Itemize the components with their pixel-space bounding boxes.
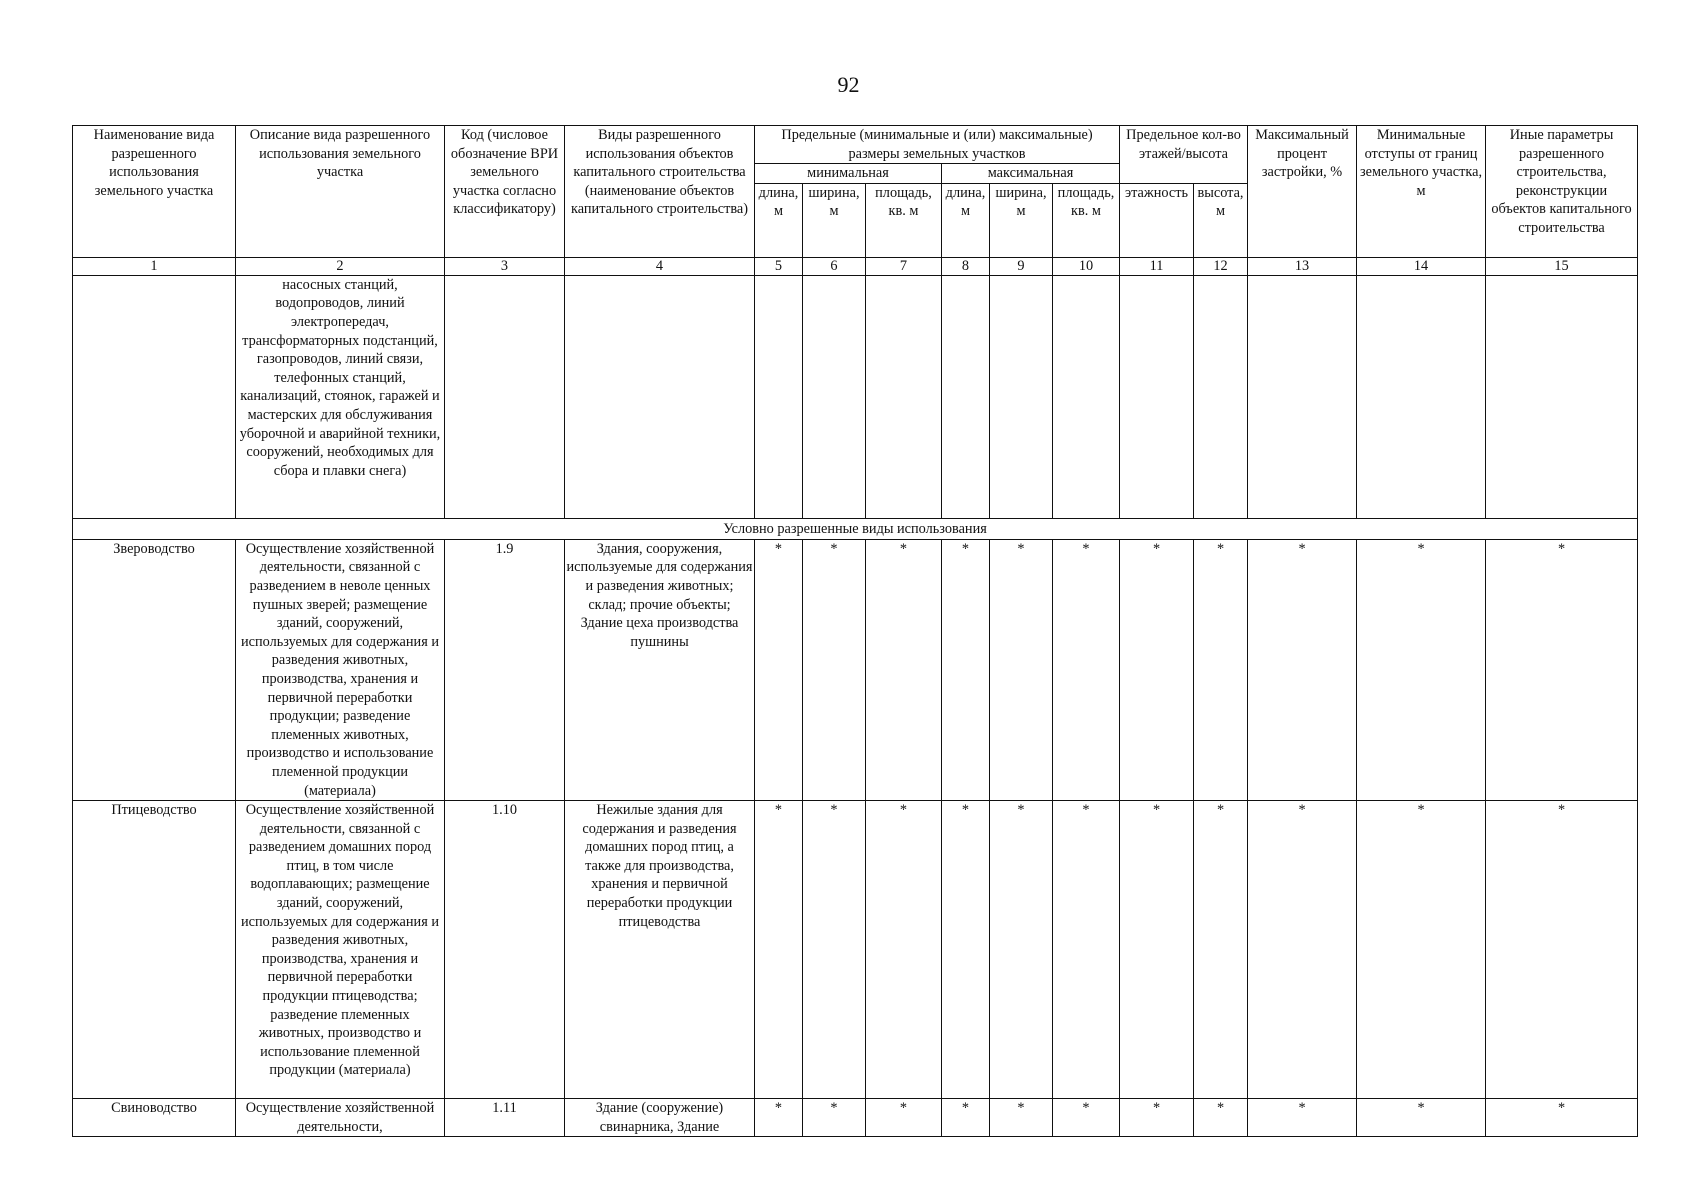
header-name: Наименование вида разрешенного использования земельного участка [73, 126, 236, 258]
header-max-percent: Максимальный процент застройки, % [1248, 126, 1357, 258]
header-max-area: площадь, кв. м [1053, 183, 1120, 257]
row-value: * [1486, 539, 1638, 800]
column-number: 13 [1248, 257, 1357, 275]
column-number: 4 [565, 257, 755, 275]
row-code: 1.11 [445, 1099, 565, 1137]
column-number: 9 [990, 257, 1053, 275]
header-height: высота, м [1194, 183, 1248, 257]
land-use-table [72, 125, 1638, 1137]
row-value: * [942, 1099, 990, 1137]
header-objects: Виды разрешенного использования объектов капитального строительства (наименование объектов капитального строительства) [565, 126, 755, 258]
table-cell [445, 275, 565, 518]
row-value: * [1053, 801, 1120, 1099]
column-number: 14 [1357, 257, 1486, 275]
row-value: * [755, 539, 803, 800]
table-cell [1486, 275, 1638, 518]
row-value: * [990, 1099, 1053, 1137]
row-value: * [990, 801, 1053, 1099]
row-value: * [1053, 1099, 1120, 1137]
row-value: * [866, 539, 942, 800]
table-cell [565, 275, 755, 518]
table-cell [73, 275, 236, 518]
table-cell [1248, 275, 1357, 518]
column-number: 6 [803, 257, 866, 275]
row-description: Осуществление хозяйственной деятельности, связанной с разведением в неволе ценных пушных зверей; размещение зданий, сооружений, используемых для содержания и разведения животных, производства, хранения и первичной переработки продукции; разведение племенных животных, производство и использование племенной продукции (материала) [236, 539, 445, 800]
row-description: Осуществление хозяйственной деятельности, связанной с разведением домашних пород птиц, в том числе водоплавающих; размещение зданий, сооружений, используемых для содержания и разведения животных, производства, хранения и первичной переработки продукции птицеводства; разведение племенных животных, производство и использование племенной продукции (материала) [236, 801, 445, 1099]
column-number: 11 [1120, 257, 1194, 275]
row-value: * [755, 801, 803, 1099]
row-description: Осуществление хозяйственной деятельности, [236, 1099, 445, 1137]
row-value: * [1357, 801, 1486, 1099]
row-code: 1.10 [445, 801, 565, 1099]
column-number: 1 [73, 257, 236, 275]
row-value: * [1194, 801, 1248, 1099]
row-value: * [803, 801, 866, 1099]
row-value: * [803, 539, 866, 800]
table-row [73, 801, 1638, 1099]
row-value: * [1357, 539, 1486, 800]
column-number: 12 [1194, 257, 1248, 275]
header-maximum: максимальная [942, 164, 1120, 184]
row-objects: Здание (сооружение) свинарника, Здание [565, 1099, 755, 1137]
table-cell [1194, 275, 1248, 518]
row-value: * [942, 539, 990, 800]
row-value: * [1194, 1099, 1248, 1137]
column-number: 8 [942, 257, 990, 275]
page-number: 92 [837, 72, 860, 97]
column-number: 3 [445, 257, 565, 275]
row-value: * [1486, 1099, 1638, 1137]
table-cell [990, 275, 1053, 518]
row-name: Звероводство [73, 539, 236, 800]
row-value: * [866, 801, 942, 1099]
row-value: * [990, 539, 1053, 800]
header-plot-sizes: Предельные (минимальные и (или) максимальные) размеры земельных участков [755, 126, 1120, 164]
table-cell [942, 275, 990, 518]
row-value: * [755, 1099, 803, 1137]
table-cell [803, 275, 866, 518]
header-floors: этажность [1120, 183, 1194, 257]
row-value: * [1486, 801, 1638, 1099]
column-number: 2 [236, 257, 445, 275]
row-value: * [1248, 801, 1357, 1099]
row-objects: Здания, сооружения, используемые для содержания и разведения животных; склад; прочие объекты; Здание цеха производства пушнины [565, 539, 755, 800]
header-row-1 [73, 126, 1638, 164]
header-minimum: минимальная [755, 164, 942, 184]
row-value: * [1194, 539, 1248, 800]
table-cell [1120, 275, 1194, 518]
table-row [73, 539, 1638, 800]
row-value: * [866, 1099, 942, 1137]
row-value: * [1357, 1099, 1486, 1137]
column-number: 10 [1053, 257, 1120, 275]
column-number: 7 [866, 257, 942, 275]
section-title: Условно разрешенные виды использования [73, 518, 1638, 539]
row-value: * [1053, 539, 1120, 800]
column-number-row [73, 257, 1638, 275]
row-objects: Нежилые здания для содержания и разведения домашних пород птиц, а также для производства, хранения и первичной переработки продукции птицеводства [565, 801, 755, 1099]
header-other-params: Иные параметры разрешенного строительства, реконструкции объектов капитального строительства [1486, 126, 1638, 258]
row-value: * [803, 1099, 866, 1137]
table-cell [1053, 275, 1120, 518]
row-name: Свиноводство [73, 1099, 236, 1137]
row-code: 1.9 [445, 539, 565, 800]
continuation-row [73, 275, 1638, 518]
row-value: * [1120, 801, 1194, 1099]
header-max-width: ширина, м [990, 183, 1053, 257]
header-code: Код (числовое обозначение ВРИ земельного участка согласно классификатору) [445, 126, 565, 258]
row-value: * [1248, 539, 1357, 800]
header-min-width: ширина, м [803, 183, 866, 257]
row-value: * [1120, 1099, 1194, 1137]
continuation-description: насосных станций, водопроводов, линий электропередач, трансформаторных подстанций, газопроводов, линий связи, телефонных станций, канализаций, стоянок, гаражей и мастерских для обслуживания уборочной и аварийной техники, сооружений, необходимых для сбора и плавки снега) [236, 275, 445, 518]
column-number: 15 [1486, 257, 1638, 275]
row-value: * [1248, 1099, 1357, 1137]
row-value: * [942, 801, 990, 1099]
table-row [73, 1099, 1638, 1137]
table-cell [755, 275, 803, 518]
table-cell [1357, 275, 1486, 518]
header-min-length: длина, м [755, 183, 803, 257]
row-value: * [1120, 539, 1194, 800]
header-min-setbacks: Минимальные отступы от границ земельного участка, м [1357, 126, 1486, 258]
row-name: Птицеводство [73, 801, 236, 1099]
table-cell [866, 275, 942, 518]
column-number: 5 [755, 257, 803, 275]
header-min-area: площадь, кв. м [866, 183, 942, 257]
header-max-length: длина, м [942, 183, 990, 257]
header-description: Описание вида разрешенного использования земельного участка [236, 126, 445, 258]
section-row [73, 518, 1638, 539]
header-floors-height: Предельное кол-во этажей/высота [1120, 126, 1248, 184]
